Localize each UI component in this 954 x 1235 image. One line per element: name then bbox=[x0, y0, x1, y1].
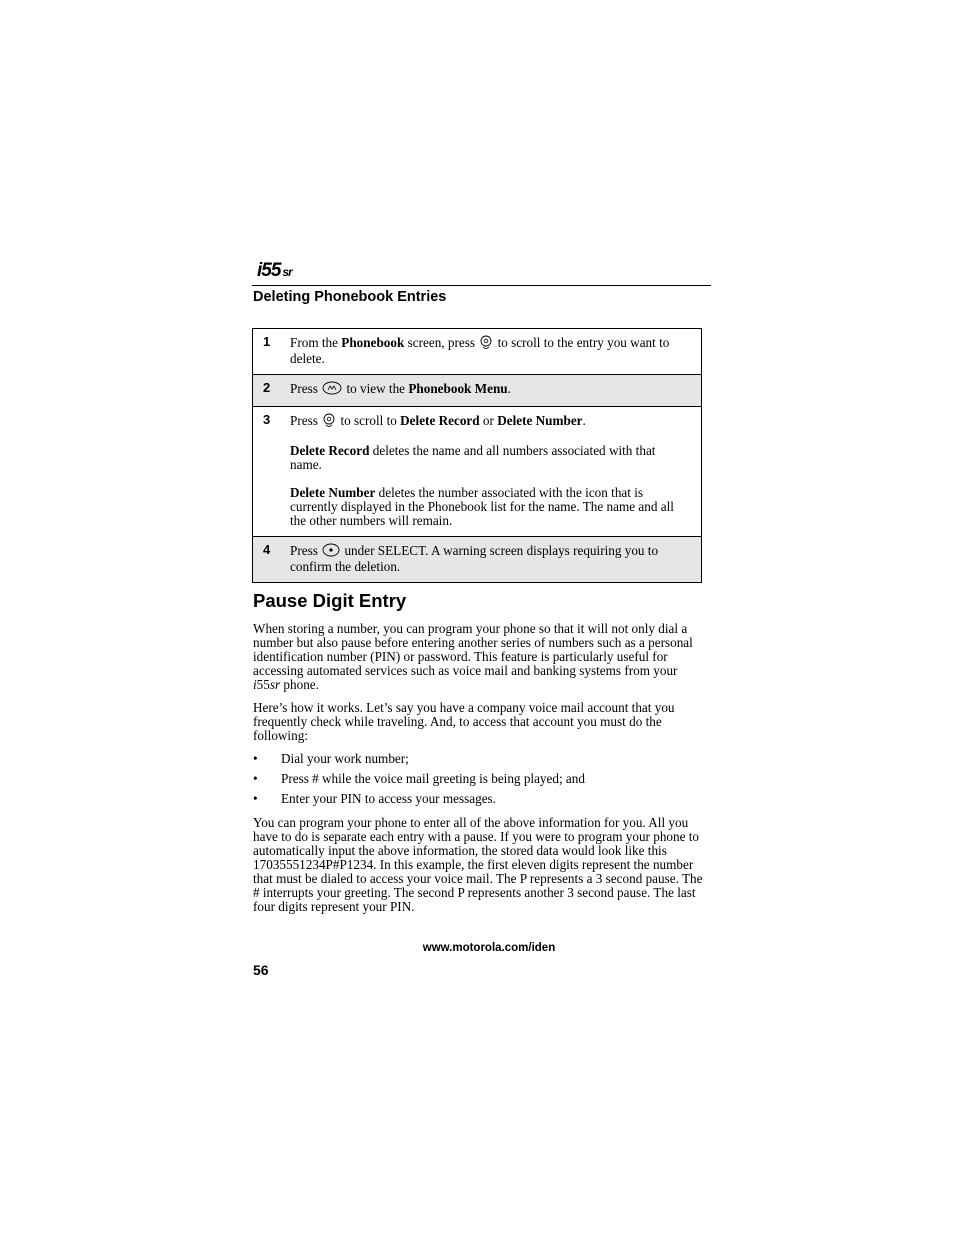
step-instruction bbox=[290, 413, 689, 430]
page-number: 56 bbox=[253, 962, 269, 978]
text-run: sr bbox=[269, 677, 281, 692]
step-instruction bbox=[290, 381, 689, 398]
step-number: 4 bbox=[253, 537, 276, 583]
text-run: deletes the name and all numbers associated with that name. bbox=[290, 443, 656, 472]
footer-url: www.motorola.com/iden bbox=[422, 942, 556, 954]
menu-key-icon bbox=[322, 381, 342, 398]
body-text bbox=[253, 622, 705, 923]
step-number: 2 bbox=[253, 375, 276, 407]
text-run: deletes the number associated with the icon that is currently displayed in the Phonebook list for the name. The name and all the other numbers will remain. bbox=[290, 485, 674, 528]
select-key-icon bbox=[322, 543, 340, 560]
text-run: phone. bbox=[280, 677, 319, 692]
text-run: under SELECT. A warning screen displays requiring you to confirm the deletion. bbox=[290, 543, 659, 574]
bold-term: Phonebook Menu bbox=[408, 381, 508, 396]
text-run: i bbox=[253, 677, 257, 692]
step-note bbox=[290, 444, 689, 472]
example-paragraph: Here’s how it works. Let’s say you have a company voice mail account that you frequently check while traveling. And, to access that account you must do the following: bbox=[253, 700, 675, 743]
step-text bbox=[275, 407, 702, 537]
header-rule bbox=[252, 285, 711, 286]
text-run: to scroll to bbox=[337, 413, 401, 428]
text-run: or bbox=[479, 413, 498, 428]
step-row bbox=[253, 375, 702, 407]
list-item-text: Dial your work number; bbox=[281, 751, 409, 766]
list-item-text: Press # while the voice mail greeting is being played; and bbox=[281, 771, 585, 786]
bold-term: Phonebook bbox=[341, 335, 405, 350]
bold-term: Delete Number bbox=[290, 485, 376, 500]
bullet-marker: • bbox=[253, 751, 258, 766]
bullet-marker: • bbox=[253, 771, 258, 786]
text-run: Press bbox=[290, 543, 322, 558]
intro-paragraph bbox=[253, 622, 705, 692]
step-text bbox=[275, 537, 702, 583]
text-run: From the bbox=[290, 335, 342, 350]
text-run: Press bbox=[290, 413, 322, 428]
scroll-key-icon bbox=[479, 335, 493, 352]
text-run: Press bbox=[290, 381, 322, 396]
text-run: screen, press bbox=[404, 335, 479, 350]
text-run: . bbox=[582, 413, 586, 428]
bold-term: Delete Number bbox=[497, 413, 583, 428]
step-row bbox=[253, 537, 702, 583]
text-run: 55 bbox=[256, 677, 270, 692]
step-number: 3 bbox=[253, 407, 276, 537]
text-run: When storing a number, you can program your phone so that it will not only dial a number but also pause before entering another series of numbers such as a personal identification number (PIN) or password. This feature is particularly useful for accessing automated services such as voice mail and banking systems from your bbox=[253, 621, 693, 678]
list-item bbox=[253, 792, 705, 806]
bold-term: Delete Record bbox=[400, 413, 480, 428]
list-item bbox=[253, 752, 705, 766]
section-title: Deleting Phonebook Entries bbox=[253, 289, 447, 305]
step-instruction bbox=[290, 335, 689, 366]
step-row bbox=[253, 329, 702, 375]
text-run: . bbox=[507, 381, 511, 396]
list-item-text: Enter your PIN to access your messages. bbox=[281, 791, 496, 806]
text-run: to view the bbox=[343, 381, 409, 396]
bullet-marker: • bbox=[253, 791, 258, 806]
bold-term: Delete Record bbox=[290, 443, 370, 458]
steps-table bbox=[252, 328, 702, 583]
scroll-key-icon bbox=[322, 413, 336, 430]
step-text bbox=[275, 329, 702, 375]
steps-bullet-list bbox=[253, 752, 705, 806]
list-item bbox=[253, 772, 705, 786]
explanation-paragraph: You can program your phone to enter all of the above information for you. All you have to do is separate each entry with a pause. If you were to program your phone to automatically input the above information, the stored data would look like this 17035551234P#P1234. In this example, the first eleven digits represent the number that must be dialed to access your voice mail. The P represents a 3 second pause. The # interrupts your greeting. The second P represents another 3 second pause. The last four digits represent your PIN. bbox=[253, 815, 703, 914]
model-logo: i55 sr bbox=[257, 260, 292, 281]
page-heading: Pause Digit Entry bbox=[253, 590, 407, 611]
step-text bbox=[275, 375, 702, 407]
step-note bbox=[290, 486, 689, 528]
step-number: 1 bbox=[253, 329, 276, 375]
step-row bbox=[253, 407, 702, 537]
step-instruction bbox=[290, 543, 689, 574]
text-run: to scroll to the entry you want to delete. bbox=[290, 335, 670, 366]
